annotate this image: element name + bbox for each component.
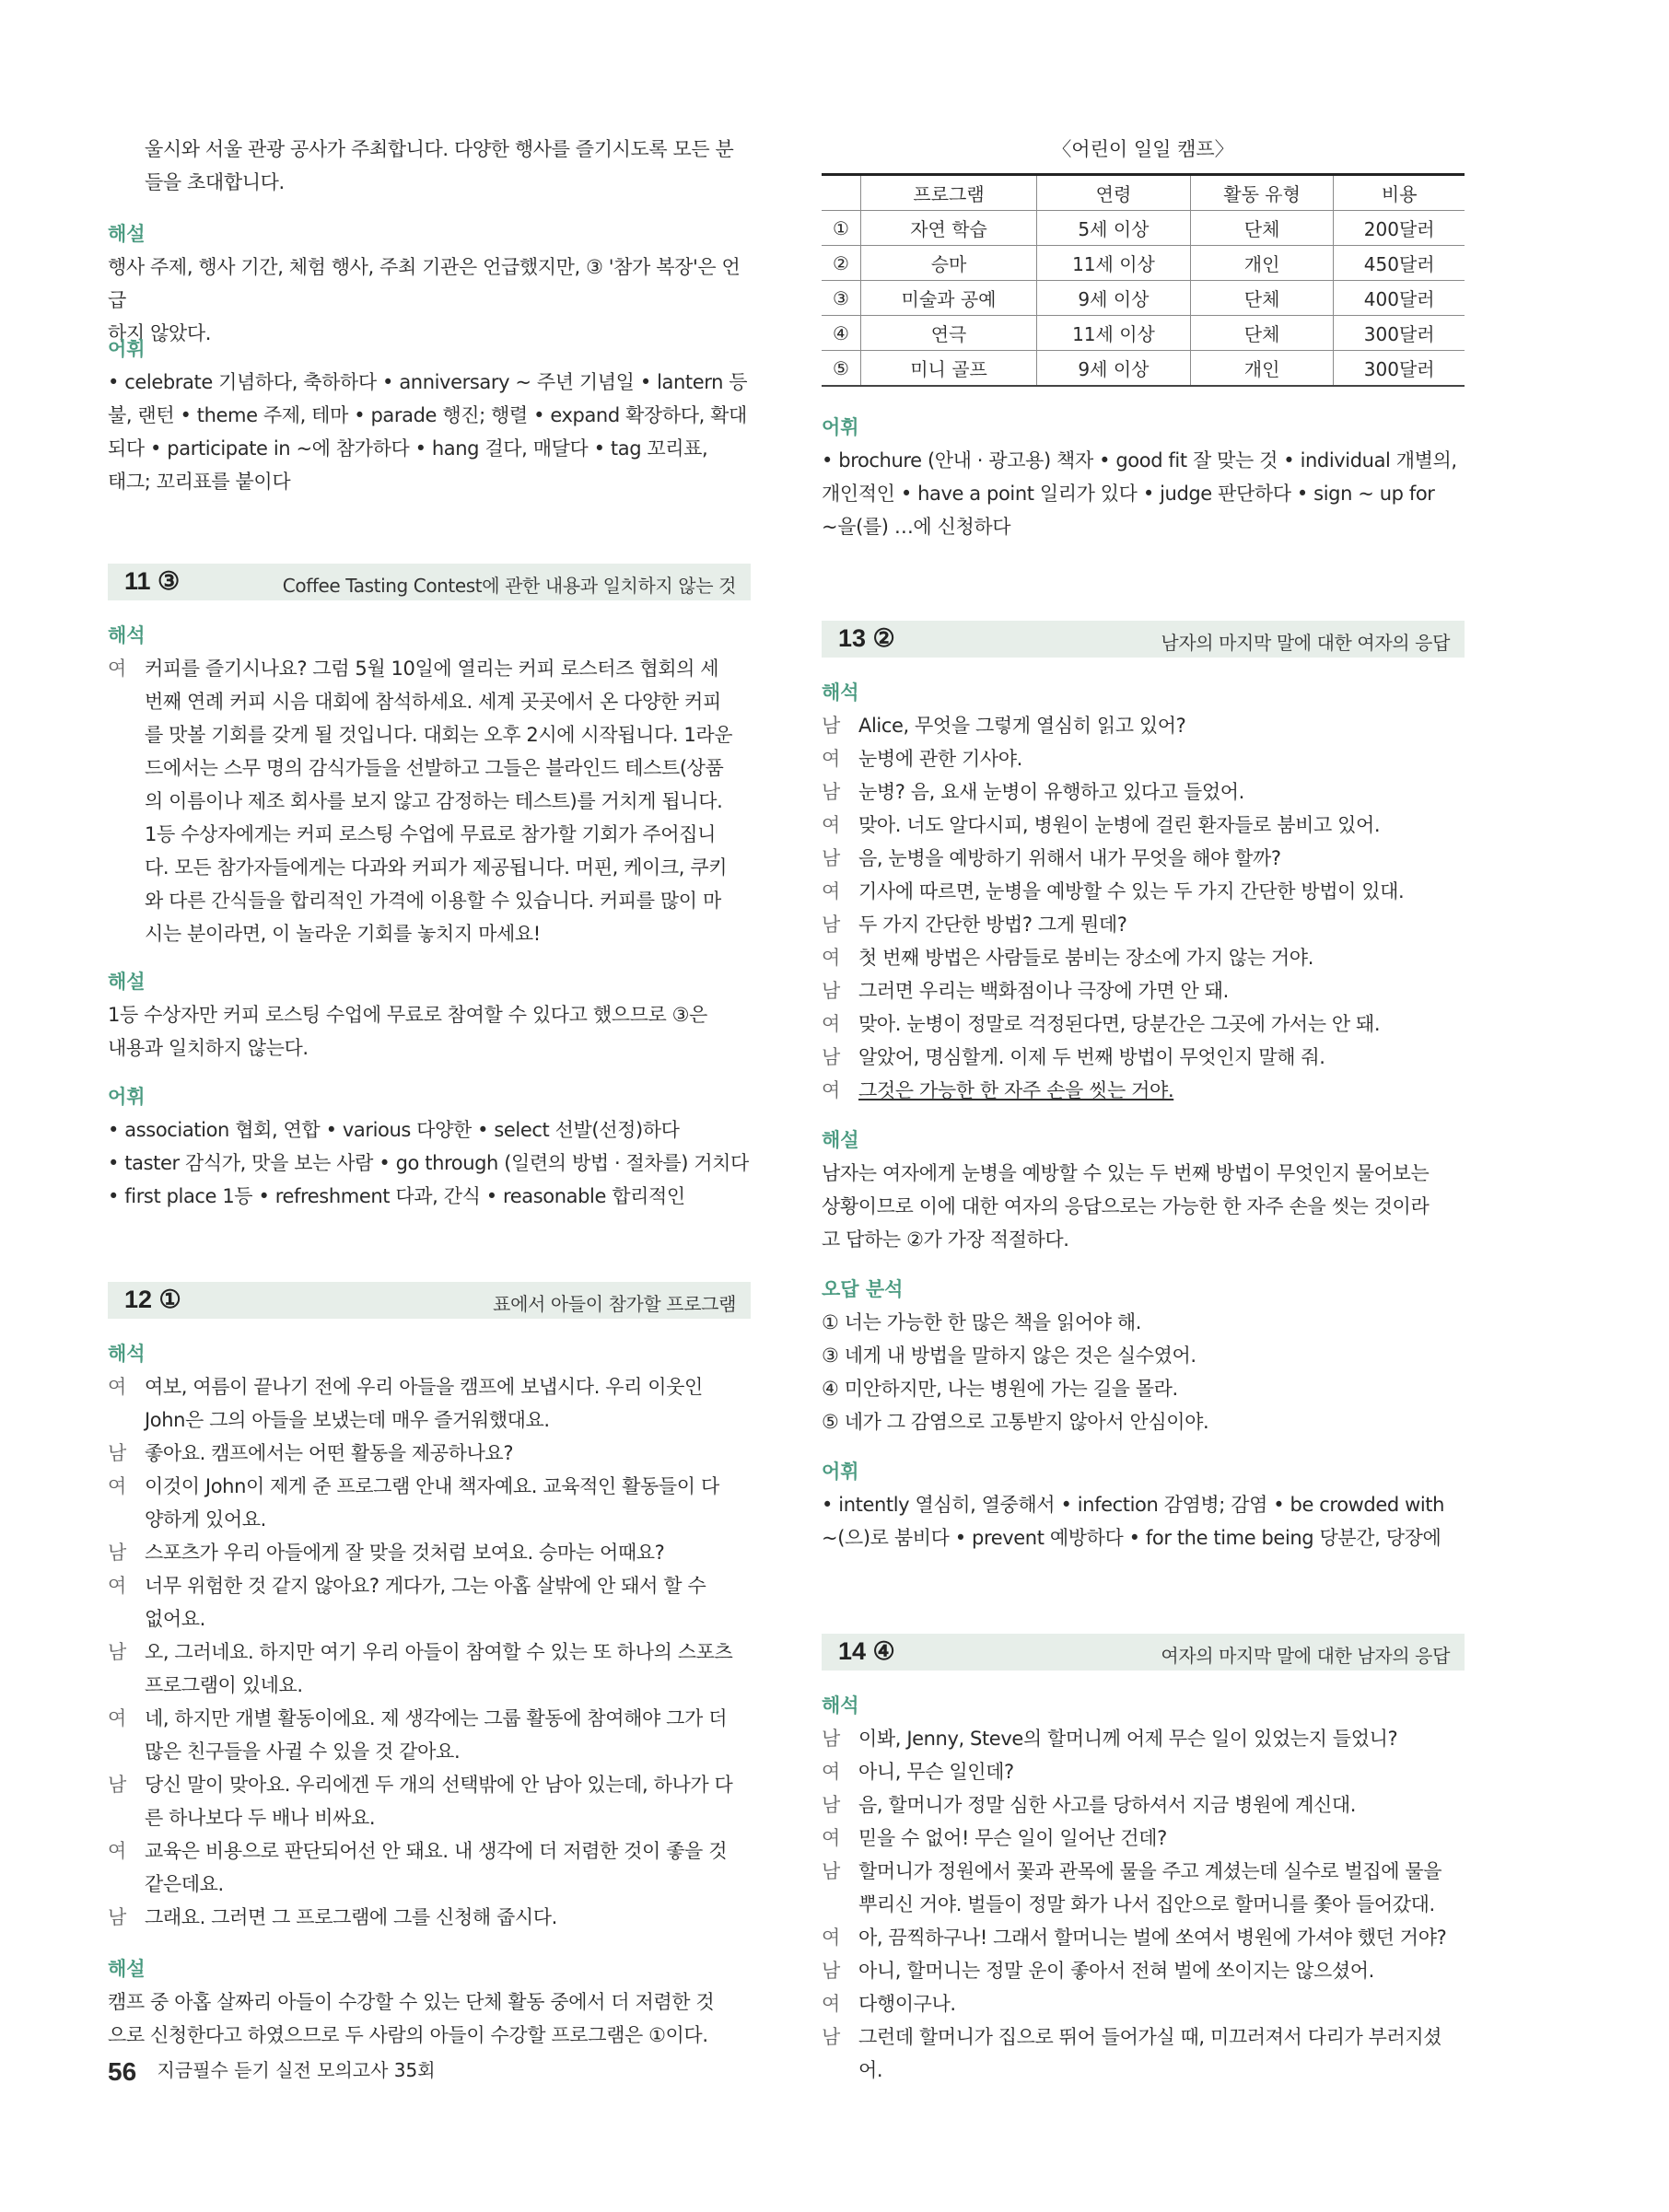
question-topic: Coffee Tasting Contest에 관한 내용과 일치하지 않는 것 (282, 575, 736, 597)
text-line: 내용과 일치하지 않는다. (108, 1037, 309, 1059)
speaker-label: 여 (108, 658, 126, 680)
table-cell: 미술과 공예 (861, 281, 1037, 316)
dialogue-turn (108, 652, 751, 950)
table-cell: ⑤ (822, 351, 861, 387)
table-header: 연령 (1037, 175, 1191, 211)
dialogue-turn (108, 1901, 751, 1934)
table-cell: 11세 이상 (1037, 316, 1191, 351)
table-title: 〈어린이 일일 캠프〉 (1052, 138, 1234, 160)
text-line: 1등 수상자에게는 커피 로스팅 수업에 무료로 참가할 기회가 주어집니 (145, 823, 716, 845)
q11-translation (108, 619, 751, 950)
table-cell: 300달러 (1334, 316, 1465, 351)
speaker-label: 남 (822, 781, 840, 803)
q11-vocabulary (108, 1080, 751, 1213)
table-row (822, 246, 1465, 281)
text-line: ① 너는 가능한 한 많은 책을 읽어야 해. (822, 1311, 1142, 1333)
speaker-label: 남 (108, 1442, 126, 1464)
section-label: 어휘 (822, 1461, 859, 1483)
speaker-label: 남 (822, 2026, 840, 2048)
text-line: 네, 하지만 개별 활동이에요. 제 생각에는 그룹 활동에 참여해야 그가 더 (145, 1707, 728, 1729)
text-line: 와 다른 간식들을 합리적인 가격에 이용할 수 있습니다. 커피를 많이 마 (145, 890, 721, 912)
text-line: 다행이구나. (858, 1993, 956, 2015)
text-line: 오, 그러네요. 하지만 여기 우리 아들이 참여할 수 있는 또 하나의 스포츠 (145, 1641, 733, 1663)
vocab-line: • association 협회, 연합 • various 다양한 • select 선발(선정)하다 (108, 1119, 680, 1141)
text-line: 상황이므로 이에 대한 여자의 응답으로는 가능한 한 자주 손을 씻는 것이라 (822, 1195, 1430, 1217)
dialogue-turn (108, 1569, 751, 1636)
speaker-label: 남 (108, 1774, 126, 1796)
table-cell: 5세 이상 (1037, 211, 1191, 246)
text-line: 음, 할머니가 정말 심한 사고를 당하셔서 지금 병원에 계신대. (858, 1794, 1357, 1816)
text-line: 눈병? 음, 요새 눈병이 유행하고 있다고 들었어. (858, 781, 1244, 803)
text-line: 그래요. 그러면 그 프로그램에 그를 신청해 줍시다. (145, 1906, 557, 1928)
vocab-line: • taster 감식가, 맛을 보는 사람 • go through (일련의 방법 · 절차를) 거치다 (108, 1152, 749, 1174)
table-header: 프로그램 (861, 175, 1037, 211)
table-cell: 개인 (1190, 246, 1334, 281)
question-number: 11 ③ (124, 567, 181, 595)
dialogue-turn (108, 1768, 751, 1834)
text-line: 이봐, Jenny, Steve의 할머니께 어제 무슨 일이 있었는지 들었니? (858, 1728, 1398, 1750)
section-label: 해설 (108, 223, 146, 245)
vocab-line: 되다 • participate in ~에 참가하다 • hang 걸다, 매달다 • tag 꼬리표, (108, 437, 708, 460)
text-line: 맞아. 너도 알다시피, 병원이 눈병에 걸린 환자들로 붐비고 있어. (858, 814, 1381, 836)
dialogue-turn (822, 1074, 1465, 1107)
dialogue-turn (108, 1536, 751, 1569)
speaker-label: 여 (822, 1827, 840, 1849)
dialogue-turn (822, 875, 1465, 908)
speaker-label: 여 (822, 1079, 840, 1101)
table-row (822, 351, 1465, 387)
table-cell: 연극 (861, 316, 1037, 351)
text-line: ④ 미안하지만, 나는 병원에 가는 길을 몰라. (822, 1378, 1178, 1400)
table-cell: 11세 이상 (1037, 246, 1191, 281)
text-line: 커피를 즐기시나요? 그럼 5월 10일에 열리는 커피 로스터즈 협회의 세 (145, 658, 719, 680)
table-cell: 9세 이상 (1037, 281, 1191, 316)
text-line: 여보, 여름이 끝나기 전에 우리 아들을 캠프에 보냅시다. 우리 이웃인 (145, 1376, 703, 1398)
vocab-line: • first place 1등 • refreshment 다과, 간식 • reasonable 합리적인 (108, 1185, 685, 1207)
dialogue-turn (822, 941, 1465, 974)
text-line: 믿을 수 없어! 무슨 일이 일어난 건데? (858, 1827, 1167, 1849)
table-cell: 단체 (1190, 281, 1334, 316)
speaker-label: 남 (822, 914, 840, 936)
underlined-answer: 그것은 가능한 한 자주 손을 씻는 거야. (858, 1079, 1174, 1101)
speaker-label: 여 (822, 880, 840, 902)
speaker-label: 남 (822, 1794, 840, 1816)
dialogue-turn (108, 1470, 751, 1536)
table-cell: 자연 학습 (861, 211, 1037, 246)
table-cell: 단체 (1190, 211, 1334, 246)
section-label: 어휘 (822, 416, 859, 438)
q12-explanation (108, 1952, 751, 2052)
q12-translation (108, 1337, 751, 1934)
text-line: 울시와 서울 관광 공사가 주최합니다. 다양한 행사를 즐기시도록 모든 분 (145, 138, 734, 160)
section-label: 해석 (822, 1694, 859, 1717)
q13-vocabulary (822, 1455, 1465, 1554)
text-line: 하지 않았다. (108, 322, 211, 344)
q12-vocabulary (822, 411, 1465, 543)
section-label: 해석 (108, 624, 146, 646)
dialogue-turn (822, 742, 1465, 775)
table-cell: 단체 (1190, 316, 1334, 351)
speaker-label: 여 (822, 947, 840, 969)
speaker-label: 여 (108, 1376, 126, 1398)
section-label: 오답 분석 (822, 1278, 904, 1300)
text-line: 아니, 할머니는 정말 운이 좋아서 전혀 벌에 쏘이지는 않으셨어. (858, 1960, 1374, 1982)
dialogue-turn (822, 1987, 1465, 2020)
text-line: Alice, 무엇을 그렇게 열심히 읽고 있어? (858, 715, 1186, 737)
text-line: 고 답하는 ②가 가장 적절하다. (822, 1228, 1069, 1251)
page-footer (108, 2055, 436, 2087)
dialogue-turn (822, 1722, 1465, 1755)
vocab-line: 불, 랜턴 • theme 주제, 테마 • parade 행진; 행렬 • expand 확장하다, 확대 (108, 404, 747, 426)
text-line: 번째 연례 커피 시음 대회에 참석하세요. 세계 곳곳에서 온 다양한 커피 (145, 691, 721, 713)
section-label: 해설 (822, 1129, 859, 1151)
table-cell: ② (822, 246, 861, 281)
text-line: 남자는 여자에게 눈병을 예방할 수 있는 두 번째 방법이 무엇인지 물어보는 (822, 1162, 1430, 1184)
page-number: 56 (108, 2056, 137, 2086)
speaker-label: 남 (822, 847, 840, 869)
dialogue-turn (108, 1636, 751, 1702)
question-header-14 (822, 1634, 1465, 1671)
table-cell: 미니 골프 (861, 351, 1037, 387)
text-line: 많은 친구들을 사귈 수 있을 것 같아요. (145, 1740, 461, 1763)
vocab-line: • brochure (안내 · 광고용) 책자 • good fit 잘 맞는 것 • individual 개별의, (822, 449, 1457, 472)
speaker-label: 여 (822, 1013, 840, 1035)
text-line: 시는 분이라면, 이 놀라운 기회를 놓치지 마세요! (145, 923, 541, 945)
program-table (822, 173, 1465, 387)
text-line: John은 그의 아들을 보냈는데 매우 즐거워했대요. (145, 1409, 550, 1431)
text-line: 들을 초대합니다. (145, 171, 285, 193)
q14-translation (822, 1689, 1465, 2087)
question-number: 12 ① (124, 1286, 181, 1313)
q10-translation-tail (145, 133, 751, 199)
q13-explanation (822, 1123, 1465, 1256)
dialogue-turn (822, 709, 1465, 742)
question-header-11 (108, 564, 751, 600)
section-label: 해설 (108, 1958, 146, 1980)
table-cell: 300달러 (1334, 351, 1465, 387)
dialogue-turn (108, 1437, 751, 1470)
speaker-label: 남 (108, 1906, 126, 1928)
section-label: 어휘 (108, 1086, 146, 1108)
question-topic: 표에서 아들이 참가할 프로그램 (493, 1293, 736, 1315)
speaker-label: 남 (108, 1641, 126, 1663)
table-cell: ④ (822, 316, 861, 351)
dialogue-turn (822, 775, 1465, 809)
question-number: 14 ④ (838, 1637, 895, 1665)
table-row (822, 316, 1465, 351)
question-topic: 남자의 마지막 말에 대한 여자의 응답 (1161, 632, 1450, 654)
table-header (822, 175, 861, 211)
text-line: 좋아요. 캠프에서는 어떤 활동을 제공하나요? (145, 1442, 514, 1464)
table-cell: ① (822, 211, 861, 246)
text-line: 스포츠가 우리 아들에게 잘 맞을 것처럼 보여요. 승마는 어때요? (145, 1542, 665, 1564)
speaker-label: 여 (822, 814, 840, 836)
table-cell: 400달러 (1334, 281, 1465, 316)
text-line: 뿌리신 거야. 벌들이 정말 화가 나서 집안으로 할머니를 쫓아 들어갔대. (858, 1893, 1435, 1915)
vocab-line: ~(으)로 붐비다 • prevent 예방하다 • for the time being 당분간, 당장에 (822, 1527, 1441, 1549)
text-line: 프로그램이 있네요. (145, 1674, 303, 1696)
section-label: 해석 (108, 1343, 146, 1365)
text-line: 의 이름이나 제조 회사를 보지 않고 감정하는 테스트)를 거치게 됩니다. (145, 790, 723, 812)
vocab-line: ~을(를) …에 신청하다 (822, 516, 1011, 538)
question-number: 13 ② (838, 624, 895, 652)
speaker-label: 여 (108, 1575, 126, 1597)
text-line: 당신 말이 맞아요. 우리에겐 두 개의 선택밖에 안 남아 있는데, 하나가 다 (145, 1774, 733, 1796)
text-line: 행사 주제, 행사 기간, 체험 행사, 주최 기관은 언급했지만, ③ '참가 복장'은 언급 (108, 256, 741, 311)
text-line: 같은데요. (145, 1873, 224, 1895)
speaker-label: 여 (108, 1475, 126, 1497)
table-cell: 개인 (1190, 351, 1334, 387)
speaker-label: 남 (822, 1046, 840, 1068)
dialogue-turn (822, 2020, 1465, 2087)
vocab-line: • intently 열심히, 열중해서 • infection 감염병; 감염 • be crowded with (822, 1494, 1445, 1516)
table-cell: 9세 이상 (1037, 351, 1191, 387)
speaker-label: 여 (108, 1707, 126, 1729)
q10-explanation (108, 217, 751, 350)
dialogue-turn (822, 1041, 1465, 1074)
dialogue-turn (108, 1370, 751, 1437)
text-line: 맞아. 눈병이 정말로 걱정된다면, 당분간은 그곳에 가서는 안 돼. (858, 1013, 1381, 1035)
speaker-label: 여 (822, 1993, 840, 2015)
dialogue-turn (822, 974, 1465, 1007)
text-line: 알았어, 명심할게. 이제 두 번째 방법이 무엇인지 말해 줘. (858, 1046, 1325, 1068)
q11-explanation (108, 965, 751, 1065)
dialogue-turn (108, 1834, 751, 1901)
table-header: 비용 (1334, 175, 1465, 211)
question-header-12 (108, 1282, 751, 1319)
text-line: 캠프 중 아홉 살짜리 아들이 수강할 수 있는 단체 활동 중에서 더 저렴한 것 (108, 1991, 715, 2013)
text-line: 할머니가 정원에서 꽃과 관목에 물을 주고 계셨는데 실수로 벌집에 물을 (858, 1860, 1442, 1882)
speaker-label: 남 (822, 980, 840, 1002)
q13-translation (822, 676, 1465, 1107)
vocab-line: • celebrate 기념하다, 축하하다 • anniversary ~ 주년 기념일 • lantern 등 (108, 371, 748, 393)
text-line: 없어요. (145, 1608, 205, 1630)
dialogue-turn (822, 809, 1465, 842)
question-header-13 (822, 621, 1465, 658)
table-header-row (822, 175, 1465, 211)
question-topic: 여자의 마지막 말에 대한 남자의 응답 (1161, 1645, 1450, 1667)
text-line: ⑤ 네가 그 감염으로 고통받지 않아서 안심이야. (822, 1411, 1209, 1433)
speaker-label: 여 (822, 748, 840, 770)
table-cell: ③ (822, 281, 861, 316)
text-line: 드에서는 스무 명의 감식가들을 선발하고 그들은 블라인드 테스트(상품 (145, 757, 724, 779)
table-cell: 200달러 (1334, 211, 1465, 246)
table-row (822, 281, 1465, 316)
speaker-label: 여 (108, 1840, 126, 1862)
text-line: 너무 위험한 것 같지 않아요? 게다가, 그는 아홉 살밖에 안 돼서 할 수 (145, 1575, 706, 1597)
q10-vocabulary (108, 332, 751, 498)
speaker-label: 남 (108, 1542, 126, 1564)
dialogue-turn (822, 1921, 1465, 1954)
section-label: 어휘 (108, 338, 146, 360)
table-row (822, 211, 1465, 246)
text-line: 음, 눈병을 예방하기 위해서 내가 무엇을 해야 할까? (858, 847, 1281, 869)
dialogue-turn (822, 1755, 1465, 1788)
text-line: 교육은 비용으로 판단되어선 안 돼요. 내 생각에 더 저렴한 것이 좋을 것 (145, 1840, 728, 1862)
text-line: 를 맛볼 기회를 갖게 될 것입니다. 대회는 오후 2시에 시작됩니다. 1라운 (145, 724, 733, 746)
table-cell: 450달러 (1334, 246, 1465, 281)
speaker-label: 남 (822, 1728, 840, 1750)
vocab-line: 개인적인 • have a point 일리가 있다 • judge 판단하다 • sign ~ up for (822, 483, 1435, 505)
q13-wrong-analysis (822, 1273, 1465, 1438)
text-line: 양하게 있어요. (145, 1508, 266, 1531)
text-line: 으로 신청한다고 하였으므로 두 사람의 아들이 수강할 프로그램은 ①이다. (108, 2024, 708, 2046)
text-line: ③ 네게 내 방법을 말하지 않은 것은 실수였어. (822, 1345, 1196, 1367)
dialogue-turn (822, 1822, 1465, 1855)
table-header: 활동 유형 (1190, 175, 1334, 211)
dialogue-turn (822, 1788, 1465, 1822)
section-label: 해설 (108, 971, 146, 993)
text-line: 그런데 할머니가 집으로 뛰어 들어가실 때, 미끄러져서 다리가 부러지셨어. (858, 2026, 1442, 2081)
table-cell: 승마 (861, 246, 1037, 281)
answer-line (858, 1074, 1465, 1107)
text-line: 아니, 무슨 일인데? (858, 1761, 1014, 1783)
text-line: 두 가지 간단한 방법? 그게 뭔데? (858, 914, 1127, 936)
dialogue-turn (108, 1702, 751, 1768)
text-line: 그러면 우리는 백화점이나 극장에 가면 안 돼. (858, 980, 1229, 1002)
dialogue-turn (822, 842, 1465, 875)
book-title: 지금필수 듣기 실전 모의고사 35회 (157, 2059, 436, 2081)
speaker-label: 남 (822, 1860, 840, 1882)
vocab-line: 태그; 꼬리표를 붙이다 (108, 471, 291, 493)
text-line: 첫 번째 방법은 사람들로 붐비는 장소에 가지 않는 거야. (858, 947, 1313, 969)
text-line: 다. 모든 참가자들에게는 다과와 커피가 제공됩니다. 머핀, 케이크, 쿠키 (145, 856, 728, 879)
text-line: 아, 끔찍하구나! 그래서 할머니는 벌에 쏘여서 병원에 가셔야 했던 거야? (858, 1927, 1447, 1949)
speaker-label: 여 (822, 1761, 840, 1783)
text-line: 1등 수상자만 커피 로스팅 수업에 무료로 참여할 수 있다고 했으므로 ③은 (108, 1004, 707, 1026)
text-line: 기사에 따르면, 눈병을 예방할 수 있는 두 가지 간단한 방법이 있대. (858, 880, 1405, 902)
dialogue-turn (822, 1007, 1465, 1041)
speaker-label: 남 (822, 715, 840, 737)
dialogue-turn (822, 908, 1465, 941)
text-line: 이것이 John이 제게 준 프로그램 안내 책자예요. 교육적인 활동들이 다 (145, 1475, 719, 1497)
text-line: 눈병에 관한 기사야. (858, 748, 1022, 770)
section-label: 해석 (822, 681, 859, 704)
dialogue-turn (822, 1954, 1465, 1987)
text-line: 른 하나보다 두 배나 비싸요. (145, 1807, 376, 1829)
speaker-label: 남 (822, 1960, 840, 1982)
speaker-label: 여 (822, 1927, 840, 1949)
dialogue-turn (822, 1855, 1465, 1921)
